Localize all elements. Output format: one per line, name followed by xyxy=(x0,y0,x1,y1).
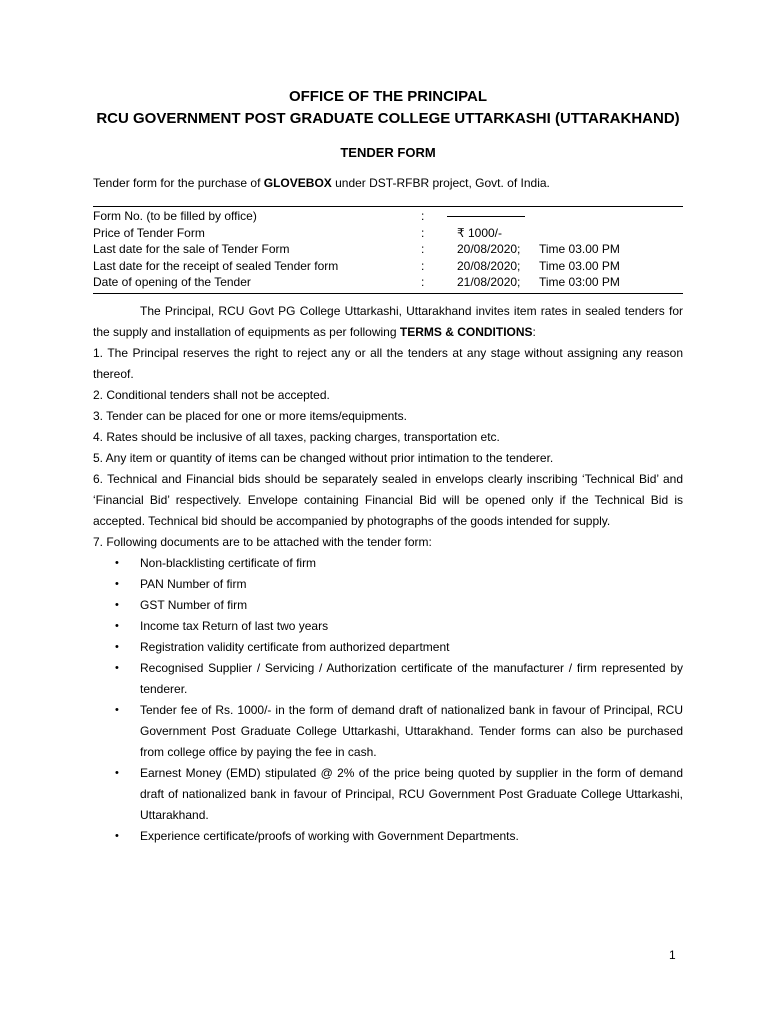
info-colon: : xyxy=(421,209,425,223)
bullet-icon: • xyxy=(115,620,119,632)
college-heading: RCU GOVERNMENT POST GRADUATE COLLEGE UTTARKASHI (UTTARAKHAND) xyxy=(96,110,680,127)
bullet-icon: • xyxy=(115,641,119,653)
term-item: 3. Tender can be placed for one or more items/equipments. xyxy=(93,409,407,423)
opening-end: : xyxy=(532,325,536,339)
term-item: 2. Conditional tenders shall not be accepted. xyxy=(93,388,330,402)
info-row-receipt-date xyxy=(93,258,683,275)
terms-heading: TERMS & CONDITIONS xyxy=(399,325,533,339)
info-value: ₹ 1000/- xyxy=(457,225,502,240)
document-text: Tender fee of Rs. 1000/- in the form of demand draft of nationalized bank in favour of Principal, RCU Government Post Graduate College Uttarkashi, Uttarakhand. Tender forms can also be purchased from college office by paying the fee in cash. xyxy=(140,703,683,759)
document-text: Income tax Return of last two years xyxy=(140,619,329,633)
info-label: Date of opening of the Tender xyxy=(93,275,251,289)
opening-paragraph xyxy=(93,301,683,343)
page-number: 1 xyxy=(669,948,676,962)
bullet-icon: • xyxy=(115,578,119,590)
info-row-opening-date xyxy=(93,274,683,291)
document-item xyxy=(93,658,683,700)
document-text: Non-blacklisting certificate of firm xyxy=(140,556,317,570)
documents-list xyxy=(93,553,683,847)
term-item: 7. Following documents are to be attached with the tender form: xyxy=(93,535,432,549)
document-item xyxy=(93,700,683,763)
info-colon: : xyxy=(421,258,425,273)
intro-item: GLOVEBOX xyxy=(263,176,332,190)
term-item: 4. Rates should be inclusive of all taxes, packing charges, transportation etc. xyxy=(93,430,500,444)
opening-text: The Principal, RCU Govt PG College Uttarkashi, Uttarakhand invites item rates in sealed tenders for the supply and installation of equipments as per following xyxy=(93,304,683,339)
info-time: Time 03.00 PM xyxy=(539,258,620,273)
document-text: Recognised Supplier / Servicing / Authorization certificate of the manufacturer / firm represented by tenderer. xyxy=(140,661,683,696)
document-text: Registration validity certificate from authorized department xyxy=(140,640,450,654)
info-label: Form No. (to be filled by office) xyxy=(93,209,257,223)
term-item: 1. The Principal reserves the right to reject any or all the tenders at any stage without assigning any reason thereof. xyxy=(93,346,683,381)
bullet-icon: • xyxy=(115,830,119,842)
document-item xyxy=(93,763,683,826)
info-value: 21/08/2020; xyxy=(457,275,521,289)
info-colon: : xyxy=(421,225,425,240)
term-item: 5. Any item or quantity of items can be changed without prior intimation to the tenderer. xyxy=(93,451,554,465)
info-row-form-no xyxy=(93,208,683,225)
bullet-icon: • xyxy=(115,599,119,611)
bullet-icon: • xyxy=(115,662,119,674)
term-item: 6. Technical and Financial bids should be separately sealed in envelops clearly inscribing ‘Technical Bid’ and ‘Financial Bid’ respectively. Envelope containing Financial Bid will be opened only if the Technical Bid is accepted. Technical bid should be accompanied by photographs of the goods intended for supply. xyxy=(93,472,683,528)
document-text: GST Number of firm xyxy=(140,598,248,612)
bullet-icon: • xyxy=(115,704,119,716)
document-text: Experience certificate/proofs of working with Government Departments. xyxy=(140,829,519,843)
intro-line xyxy=(93,176,550,190)
info-colon: : xyxy=(421,242,425,256)
document-item xyxy=(93,616,683,637)
document-item xyxy=(93,574,683,595)
info-label: Price of Tender Form xyxy=(93,225,205,240)
document-item xyxy=(93,637,683,658)
form-title: TENDER FORM xyxy=(340,145,436,160)
tender-info-table xyxy=(93,206,683,294)
document-item xyxy=(93,826,683,847)
info-label: Last date for the sale of Tender Form xyxy=(93,242,290,256)
info-row-sale-date xyxy=(93,241,683,258)
info-time: Time 03.00 PM xyxy=(539,242,620,256)
document-item xyxy=(93,553,683,574)
info-value: 20/08/2020; xyxy=(457,258,521,273)
info-row-price xyxy=(93,225,683,242)
info-label: Last date for the receipt of sealed Tender form xyxy=(93,258,339,273)
info-time: Time 03:00 PM xyxy=(539,275,620,289)
office-heading: OFFICE OF THE PRINCIPAL xyxy=(288,88,488,105)
document-text: Earnest Money (EMD) stipulated @ 2% of the price being quoted by supplier in the form of demand draft of nationalized bank in favour of Principal, RCU Government Post Graduate College Uttarkashi, Uttarakhand. xyxy=(140,766,683,822)
form-no-blank xyxy=(457,208,525,225)
info-colon: : xyxy=(421,275,425,289)
intro-after: under DST-RFBR project, Govt. of India. xyxy=(331,176,550,190)
document-text: PAN Number of firm xyxy=(140,577,247,591)
blank-line xyxy=(447,208,525,217)
document-item xyxy=(93,595,683,616)
terms-body xyxy=(93,301,683,847)
intro-before: Tender form for the purchase of xyxy=(93,176,264,190)
bullet-icon: • xyxy=(115,557,119,569)
info-value: 20/08/2020; xyxy=(457,242,521,256)
bullet-icon: • xyxy=(115,767,119,779)
